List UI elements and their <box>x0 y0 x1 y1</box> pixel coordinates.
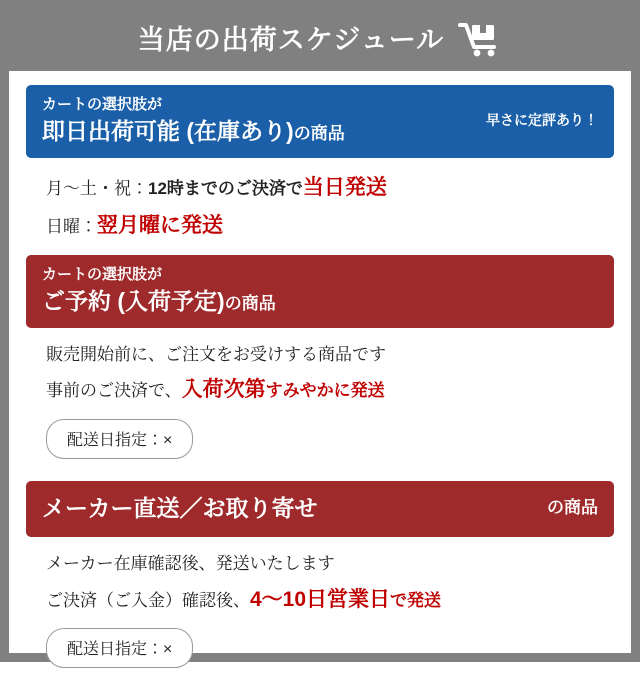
detail-emphasis: 当日発送 <box>302 175 387 199</box>
page-title: 当店の出荷スケジュール <box>137 24 445 55</box>
delivery-date-badge: 配送日指定：× <box>46 628 193 668</box>
band-main <box>42 286 276 317</box>
detail-emphasis: 翌月曜に発送 <box>97 214 223 238</box>
delivery-date-badge: 配送日指定：× <box>46 419 193 459</box>
detail-prefix: ご決済（ご入金）確認後、 <box>46 590 250 610</box>
section-band-reservation <box>26 255 614 328</box>
detail-emphasis-small: で発送 <box>390 590 442 610</box>
detail-mid: 12時までのご決済で <box>148 178 303 198</box>
detail-line <box>46 172 604 205</box>
band-main-suffix: の商品 <box>547 498 598 518</box>
band-text-group <box>42 264 276 317</box>
band-text-group <box>42 94 345 147</box>
band-kicker: カートの選択肢が <box>42 265 163 283</box>
detail-prefix: 日曜： <box>46 217 97 237</box>
section-band-immediate <box>26 85 614 158</box>
section-band-direct-shipping <box>26 481 614 538</box>
detail-line <box>46 584 604 617</box>
detail-line <box>46 374 604 407</box>
detail-prefix: 販売開始前に、ご注文をお受けする商品です <box>46 344 386 364</box>
page-header <box>9 9 631 71</box>
band-main-suffix: の商品 <box>293 123 345 143</box>
detail-prefix: メーカー在庫確認後、発送いたします <box>46 554 335 574</box>
band-note: 早さに定評あり！ <box>486 112 598 129</box>
detail-line <box>46 342 604 368</box>
schedule-content <box>9 71 631 674</box>
detail-emphasis: 4〜10日営業日 <box>250 587 391 611</box>
band-main-strong: メーカー直送／お取り寄せ <box>42 494 318 521</box>
band-main-suffix: の商品 <box>224 293 276 313</box>
detail-prefix: 月〜土・祝： <box>46 178 148 198</box>
detail-line <box>46 210 604 243</box>
band-main <box>42 116 345 147</box>
section-details-reservation <box>26 328 614 465</box>
section-details-direct-shipping <box>26 537 614 674</box>
band-main-strong: 即日出荷可能 (在庫あり) <box>42 117 294 144</box>
detail-line <box>46 551 604 577</box>
section-details-immediate <box>26 158 614 255</box>
hand-truck-icon <box>458 23 502 57</box>
detail-emphasis-small: すみやかに発送 <box>265 381 385 401</box>
band-kicker: カートの選択肢が <box>42 96 163 113</box>
band-main-strong: ご予約 (入荷予定) <box>42 287 225 314</box>
detail-prefix: 事前のご決済で、 <box>46 381 182 401</box>
detail-emphasis: 入荷次第 <box>181 378 266 402</box>
